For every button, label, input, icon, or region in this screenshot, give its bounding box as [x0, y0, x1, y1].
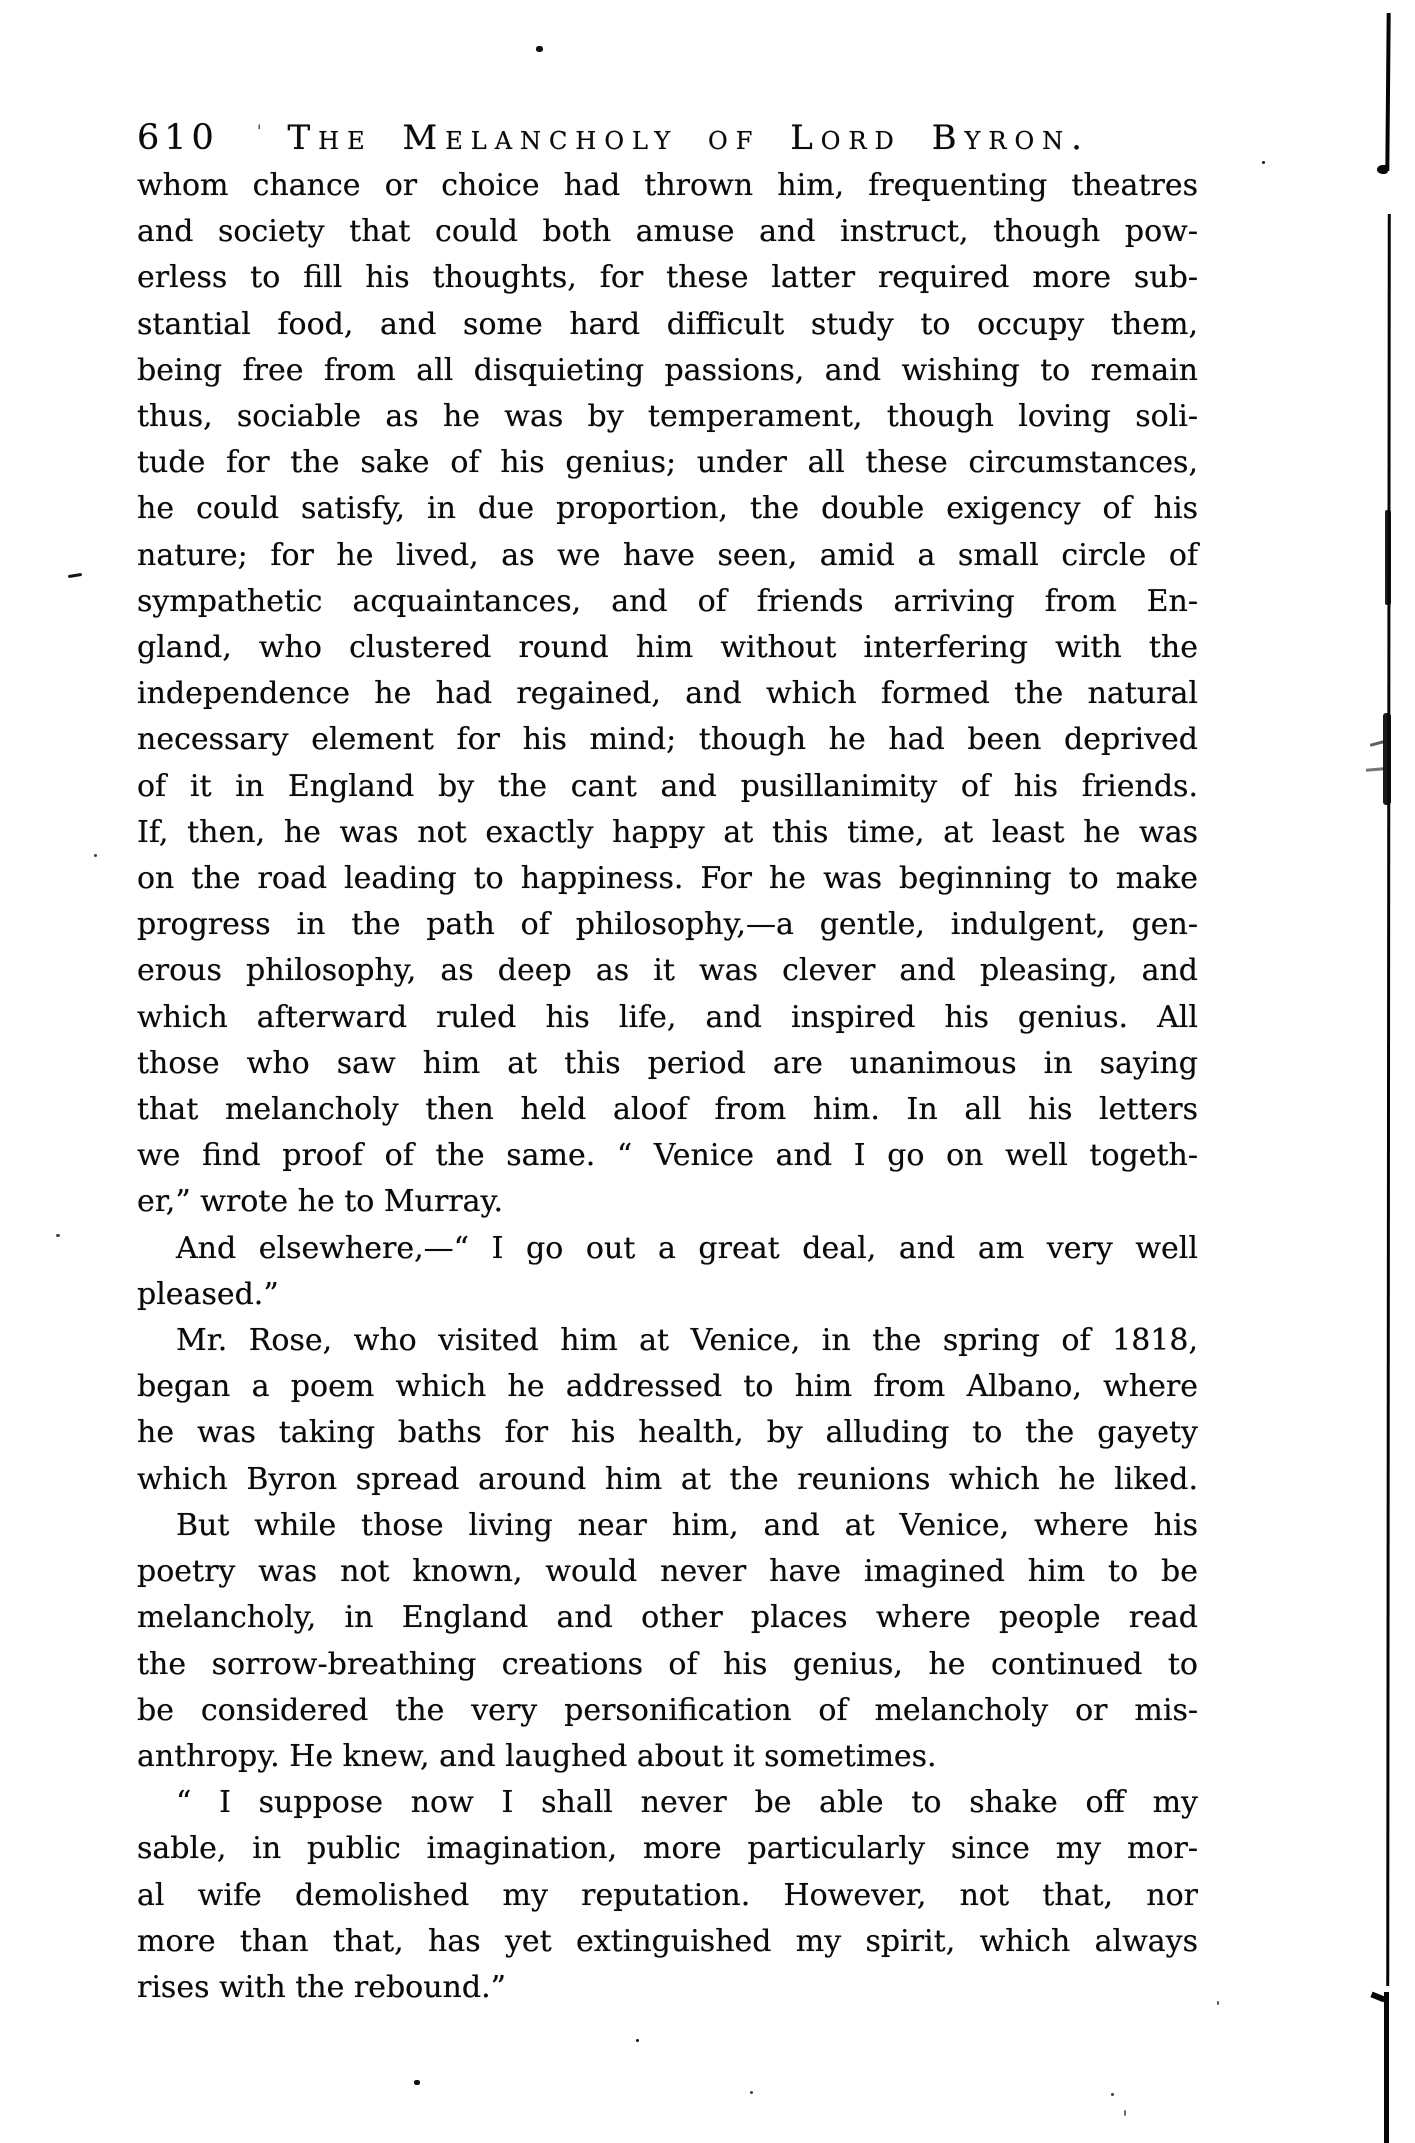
scan-speck [1217, 2001, 1219, 2005]
text-line: gland, who clustered round him without interfering with the [137, 630, 1198, 666]
text-line: and society that could both amuse and instruct, though pow- [137, 214, 1198, 250]
page-header [137, 118, 1200, 158]
scan-speck [68, 573, 82, 578]
text-line: erless to fill his thoughts, for these latter required more sub- [137, 260, 1198, 296]
scan-speck [750, 2091, 753, 2094]
text-line: progress in the path of philosophy,—a gentle, indulgent, gen- [137, 907, 1198, 943]
text-line: “ I suppose now I shall never be able to shake off my [176, 1785, 1198, 1821]
scan-speck [1262, 161, 1265, 164]
scan-speck [536, 46, 543, 52]
scan-line-artifact [1386, 214, 1391, 1986]
running-title: The Melancholy of Lord Byron. [287, 118, 1090, 158]
text-line: And elsewhere,—“ I go out a great deal, and am very well [176, 1230, 1198, 1266]
scan-speck [94, 854, 97, 857]
text-line: al wife demolished my reputation. However, not that, nor [137, 1877, 1198, 1913]
scan-line-artifact [1383, 713, 1391, 805]
scan-line-artifact [1377, 165, 1388, 174]
scan-speck [414, 2080, 420, 2085]
text-line: er,” wrote he to Murray. [137, 1184, 504, 1220]
text-line: nature; for he lived, as we have seen, amid a small circle of [137, 537, 1198, 573]
text-line: independence he had regained, and which formed the natural [137, 676, 1198, 712]
text-line: poetry was not known, would never have imagined him to be [137, 1554, 1198, 1590]
stray-apostrophe-mark: ' [256, 122, 262, 142]
scan-line-artifact [1384, 1992, 1389, 2143]
text-line: those who saw him at this period are unanimous in saying [137, 1045, 1198, 1081]
page-number: 610 [137, 118, 219, 158]
text-line: melancholy, in England and other places where people read [137, 1600, 1198, 1636]
scan-line-artifact [1385, 510, 1391, 605]
text-line: he was taking baths for his health, by alluding to the gayety [137, 1415, 1198, 1451]
text-line: being free from all disquieting passions, and wishing to remain [137, 352, 1198, 388]
text-line: rises with the rebound.” [137, 1969, 506, 2005]
text-line: he could satisfy, in due proportion, the double exigency of his [137, 491, 1198, 527]
text-line: If, then, he was not exactly happy at this time, at least he was [137, 814, 1198, 850]
text-line: erous philosophy, as deep as it was clever and pleasing, and [137, 953, 1198, 989]
text-line: sable, in public imagination, more particularly since my mor- [137, 1831, 1198, 1867]
text-line: began a poem which he addressed to him from Albano, where [137, 1369, 1198, 1405]
text-line: Mr. Rose, who visited him at Venice, in the spring of 1818, [176, 1323, 1198, 1359]
text-line: more than that, has yet extinguished my spirit, which always [137, 1923, 1198, 1959]
text-line: tude for the sake of his genius; under all these circumstances, [137, 445, 1198, 481]
scan-speck [1111, 2093, 1114, 2096]
text-line: that melancholy then held aloof from him. In all his letters [137, 1092, 1198, 1128]
text-line: of it in England by the cant and pusillanimity of his friends. [137, 768, 1198, 804]
scan-speck [1124, 2110, 1126, 2116]
scan-line-artifact [1366, 767, 1384, 772]
text-line: which Byron spread around him at the reunions which he liked. [137, 1461, 1198, 1497]
text-line: sympathetic acquaintances, and of friends arriving from En- [137, 583, 1198, 619]
text-line: But while those living near him, and at Venice, where his [176, 1507, 1198, 1543]
text-line: which afterward ruled his life, and inspired his genius. All [137, 999, 1198, 1035]
page-text-column [137, 163, 1198, 2011]
text-line: pleased.” [137, 1276, 279, 1312]
scan-speck [56, 1234, 60, 1237]
text-line: on the road leading to happiness. For he was beginning to make [137, 861, 1198, 897]
text-line: necessary element for his mind; though he had been deprived [137, 722, 1198, 758]
scan-speck [636, 2039, 639, 2042]
text-line: be considered the very personification of melancholy or mis- [137, 1692, 1198, 1728]
text-line: whom chance or choice had thrown him, frequenting theatres [137, 168, 1198, 203]
text-line: thus, sociable as he was by temperament, though loving soli- [137, 399, 1198, 435]
text-line: stantial food, and some hard difficult study to occupy them, [137, 306, 1198, 342]
text-line: anthropy. He knew, and laughed about it sometimes. [137, 1738, 937, 1774]
scan-line-artifact [1385, 13, 1390, 171]
scan-line-artifact [1370, 740, 1384, 747]
text-line: the sorrow-breathing creations of his genius, he continued to [137, 1646, 1198, 1682]
text-line: we find proof of the same. “ Venice and I go on well togeth- [137, 1138, 1198, 1174]
